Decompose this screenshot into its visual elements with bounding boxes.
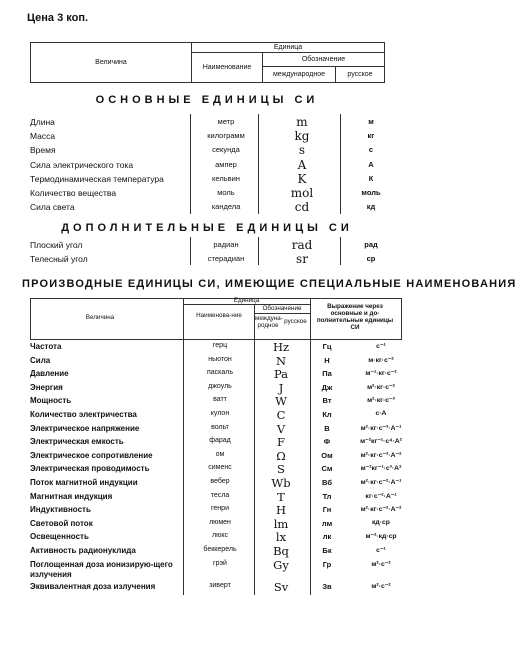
si-expression: с·А [375,410,387,417]
unit-name: кулон [210,410,230,417]
si-expression: м²·кг·с⁻² [367,383,395,391]
unit-name: ньютон [208,355,232,363]
derived-unit-row [30,380,400,395]
section-basic-title: ОСНОВНЫЕ ЕДИНИЦЫ СИ [95,94,319,106]
quantity-name: Магнитная индукция [30,491,113,501]
header-designation: Обозначение [263,53,385,67]
quantity-name: Электрическое напряжение [30,423,140,433]
derived-unit-row [30,448,402,463]
international-symbol: A [297,157,307,172]
unit-name: кандела [211,202,241,212]
header-quantity: Величина [31,43,192,83]
international-symbol: V [276,421,286,436]
si-expression: м²·кг·с⁻²·А⁻² [360,506,402,514]
unit-name: вебер [210,478,230,485]
si-expression: м⁻²кг⁻¹·с⁴·А² [360,438,402,446]
international-symbol: K [297,171,307,186]
international-symbol: kg [294,129,310,144]
si-expression: м²·кг·с⁻³ [367,397,395,405]
unit-name: метр [217,117,235,126]
international-symbol: lx [275,530,287,545]
international-symbol: m [296,115,308,129]
quantity-name: Давление [30,369,69,379]
section-supplementary-title: ДОПОЛНИТЕЛЬНЫЕ ЕДИНИЦЫ СИ [61,222,353,234]
russian-symbol: Гц [322,342,332,351]
derived-unit-row [30,396,400,408]
quantity-name: Световой поток [30,518,93,528]
t2-name: Наименова-ние [196,312,242,319]
unit-name: зиверт [209,581,231,589]
russian-symbol: лм [321,518,333,528]
si-expression: кд·ср [372,518,390,526]
international-symbol: Gy [273,557,289,572]
international-symbol: cd [294,200,310,215]
si-expression: м²·с⁻² [371,582,391,590]
unit-name: генри [211,505,229,513]
unit-name: килограмм [207,131,245,141]
quantity-name: Масса [30,131,56,142]
quantity-name: Количество электричества [30,410,137,419]
quantity-name: Количество вещества [30,188,117,198]
unit-name: секунда [212,145,240,155]
basic-unit-row [30,202,390,214]
derived-unit-row [30,532,400,544]
russian-symbol: лк [322,532,332,542]
quantity-name: Сила электрического тока [30,159,134,170]
quantity-name: Освещенность [30,532,89,542]
derived-unit-row [30,516,400,531]
derived-unit-row [30,353,400,368]
t2-expression: Выражение через основные и до-полнительные единицы СИ [316,303,394,331]
russian-symbol: рад [364,240,378,249]
derived-unit-row [30,342,400,354]
unit-name: джоуль [208,382,232,390]
russian-symbol: Вт [322,396,332,406]
quantity-name: Электрическая проводимость [30,464,150,474]
t2-international: междуна-родное [255,315,283,329]
international-symbol: Bq [273,544,289,558]
quantity-name: Поглощенная доза ионизирую-щего излучения [30,559,173,579]
unit-name: люкс [212,532,228,540]
unit-name: ватт [213,396,227,404]
international-symbol: S [277,462,285,477]
quantity-name: Время [30,145,56,156]
russian-symbol: См [321,464,333,474]
si-expression: кг·с⁻²·А⁻¹ [365,492,397,500]
quantity-name: Электрическое сопротивление [30,450,153,460]
si-expression: м²·кг·с⁻²·А⁻¹ [360,479,402,486]
russian-symbol: ср [366,254,376,263]
derived-unit-row [30,437,400,449]
si-expression: м⁻²кг⁻¹·с³·А² [360,465,402,473]
international-symbol: C [276,408,286,422]
t2-quantity: Величина [85,314,115,321]
russian-symbol: Ф [323,437,331,447]
quantity-name: Длина [30,117,55,127]
basic-unit-row [30,117,390,129]
russian-symbol: Ом [321,450,333,460]
international-symbol: lm [273,516,289,531]
unit-name: моль [217,188,235,197]
russian-symbol: Н [324,355,330,365]
quantity-name: Частота [30,342,62,351]
unit-name: сименс [208,464,232,472]
international-symbol: Ω [276,448,286,463]
si-expression: м⁻²·кд·ср [365,533,397,541]
quantity-name: Электрическая емкость [30,437,124,447]
unit-name: кельвин [212,173,240,183]
unit-name: радиан [213,240,239,249]
international-symbol: Pa [273,367,289,382]
si-expression: м²·с⁻² [371,560,391,568]
russian-symbol: Дж [321,382,333,392]
si-expression: м·кг·с⁻² [368,356,394,364]
si-expression: м²·кг·с⁻³·А⁻¹ [360,424,402,432]
international-symbol: F [277,435,285,450]
derived-unit-row [30,369,400,381]
price-label: Цена 3 коп. [27,12,89,24]
header-international: международное [263,67,336,83]
unit-name: фарад [209,437,231,445]
header-name: Наименование [192,53,263,83]
basic-unit-row [30,171,390,186]
international-symbol: mol [290,186,314,200]
derived-unit-row [30,557,400,579]
unit-name: грэй [213,559,227,567]
russian-symbol: Кл [322,410,332,419]
basic-unit-row [30,157,390,172]
si-expression: с⁻¹ [376,343,386,350]
russian-symbol: Па [322,369,332,379]
header-russian: русское [336,67,385,83]
header-unit: Единица [192,43,385,53]
quantity-name: Сила [30,355,51,365]
derived-unit-row [30,478,400,490]
unit-name: ом [215,450,225,458]
quantity-name: Мощность [30,396,72,406]
international-symbol: N [275,353,287,368]
unit-name: стерадиан [207,254,245,263]
russian-symbol: Тл [322,491,332,501]
international-symbol: H [275,503,287,518]
quantity-name: Индуктивность [30,505,91,515]
international-symbol: J [278,380,284,395]
international-symbol: s [298,143,306,158]
russian-symbol: моль [361,188,381,197]
supplementary-unit-row [30,240,390,252]
derived-unit-row [30,410,400,422]
quantity-name: Эквивалентная доза излучения [30,581,156,591]
russian-symbol: с [368,145,374,155]
unit-name: вольт [211,423,229,431]
t2-unit: Единица [233,297,260,304]
international-symbol: Wb [271,476,291,490]
international-symbol: T [277,489,285,504]
international-symbol: Sv [273,579,289,594]
quantity-name: Активность радионуклида [30,546,136,555]
si-expression: с⁻¹ [376,547,386,554]
derived-unit-row [30,505,400,517]
basic-unit-row [30,188,390,200]
t2-russian: русское [284,318,307,325]
quantity-name: Термодинамическая температура [30,173,164,184]
quantity-name: Поток магнитной индукции [30,478,138,487]
russian-symbol: Гр [322,559,332,569]
quantity-name: Телесный угол [30,254,88,264]
russian-symbol: К [368,173,374,183]
derived-unit-row [30,464,400,476]
international-symbol: Hz [272,340,290,354]
supplementary-unit-row [30,254,390,266]
table1-header [30,42,385,83]
si-expression: м²·кг·с⁻³·А⁻² [360,451,402,459]
russian-symbol: кд [366,202,376,212]
quantity-name: Сила света [30,202,75,213]
derived-unit-row [30,546,400,558]
russian-symbol: Гн [322,505,332,515]
international-symbol: rad [291,238,313,252]
derived-unit-row [30,489,400,504]
derived-unit-row [30,579,400,594]
derived-unit-row [30,421,402,436]
international-symbol: sr [296,252,308,266]
basic-unit-row [30,131,390,143]
russian-symbol: Зв [322,581,332,591]
russian-symbol: В [324,423,330,433]
russian-symbol: кг [367,131,375,141]
unit-name: ампер [215,159,237,169]
unit-name: люмен [209,518,231,526]
quantity-name: Энергия [30,382,63,392]
russian-symbol: м [368,117,374,126]
unit-name: беккерель [203,546,237,553]
international-symbol: W [275,394,287,409]
si-expression: м⁻¹·кг·с⁻² [365,370,397,378]
unit-name: тесла [210,491,230,499]
unit-name: герц [212,342,228,349]
basic-unit-row [30,145,390,157]
unit-name: паскаль [206,369,234,377]
t2-designation: Обозначение [262,305,302,312]
quantity-name: Плоский угол [30,240,83,250]
russian-symbol: Вб [321,478,333,487]
section-derived-title: ПРОИЗВОДНЫЕ ЕДИНИЦЫ СИ, ИМЕЮЩИЕ СПЕЦИАЛЬНЫЕ НАИМЕНОВАНИЯ [22,278,517,290]
russian-symbol: Бк [322,546,332,555]
russian-symbol: А [368,159,374,169]
